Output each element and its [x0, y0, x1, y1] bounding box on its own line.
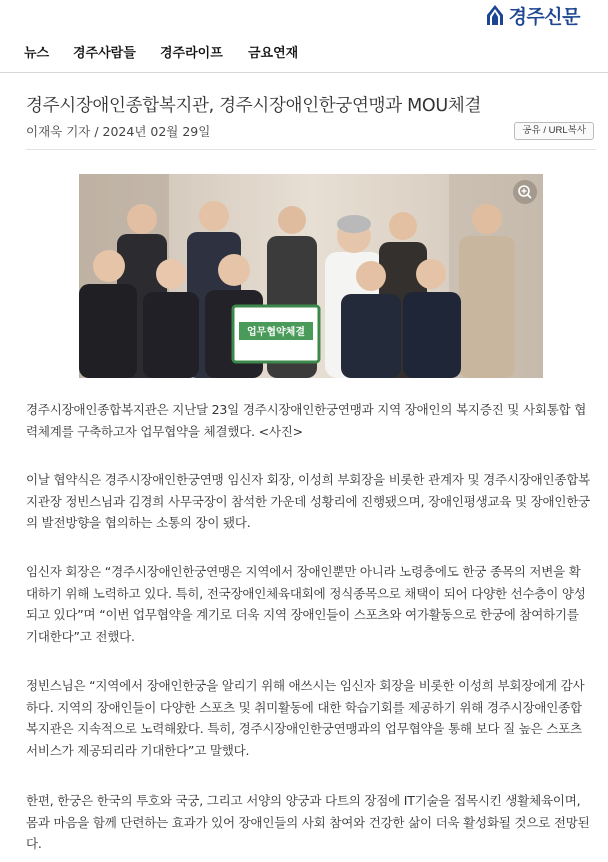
main-nav — [0, 40, 608, 62]
nav-item-news[interactable]: 뉴스 — [24, 46, 50, 61]
article-photo[interactable] — [79, 174, 543, 378]
article-paragraph: 한편, 한궁은 한국의 투호와 국궁, 그리고 서양의 양궁과 다트의 장점에 IT기술을 접목시킨 생활체육이며, 몸과 마음을 함께 단련하는 효과가 있어 장애인들의 사회 참여와 건강한 삶이 더욱 활성화될 것으로 전망된다. — [26, 793, 590, 851]
article-title: 경주시장애인종합복지관, 경주시장애인한궁연맹과 MOU체결 — [26, 96, 482, 116]
article-paragraph: 이날 협약식은 경주시장애인한궁연맹 임신자 회장, 이성희 부회장을 비롯한 관계자 및 경주시장애인종합복지관장 정빈스님과 김경희 사무국장이 참석한 가운데 성황리에 진행됐으며, 장애인평생교육 및 장애인한궁의 발전방향을 협의하는 소통의 장이 됐다. — [26, 472, 591, 530]
logo-text: 경주신문 — [508, 5, 580, 28]
article-byline: 이재욱 기자 / 2024년 02월 29일 — [26, 124, 211, 139]
article-paragraph: 임신자 회장은 “경주시장애인한궁연맹은 지역에서 장애인뿐만 아니라 노령층에도 한궁 종목의 저변을 확대하기 위해 노력하고 있다. 특히, 전국장애인체육대회에 정식종목으로 채택이 되어 다양한 선수층이 양성되고 있다”며 “이번 업무협약을 계기로 더욱 지역 장애인들이 스포츠와 여가활동으로 한궁에 참여하기를 기대한다”고 전했다. — [26, 564, 586, 644]
article-paragraph: 경주시장애인종합복지관은 지난달 23일 경주시장애인한궁연맹과 지역 장애인의 복지증진 및 사회통합 협력체계를 구축하고자 업무협약을 체결했다. <사진> — [26, 402, 587, 439]
group-photo-illustration — [79, 174, 543, 378]
gyeongju-shinmun-logo-icon — [484, 4, 506, 26]
zoom-in-icon[interactable] — [513, 180, 537, 204]
agreement-sign-text: 업무협약체결 — [247, 327, 305, 338]
nav-item-gyeongju-life[interactable]: 경주라이프 — [160, 46, 223, 61]
share-url-copy-button[interactable]: 공유 / URL복사 — [514, 122, 594, 140]
header-divider — [26, 149, 596, 150]
site-logo[interactable] — [484, 2, 580, 28]
article-paragraph: 정빈스님은 “지역에서 장애인한궁을 알리기 위해 애쓰시는 임신자 회장을 비롯한 이성희 부회장에게 감사하다. 지역의 장애인들이 다양한 스포츠 및 취미활동에 대한 학습기회를 제공하기 위해 경주시장애인종합복지관은 지속적으로 노력해왔다. 특히, 경주시장애인한궁연맹과의 업무협약을 통해 보다 질 높은 스포츠 서비스가 제공되리라 기대한다”고 말했다. — [26, 678, 585, 758]
nav-divider — [0, 72, 608, 73]
nav-item-friday-series[interactable]: 금요연재 — [248, 46, 299, 61]
nav-item-gyeongju-people[interactable]: 경주사람들 — [73, 46, 136, 61]
